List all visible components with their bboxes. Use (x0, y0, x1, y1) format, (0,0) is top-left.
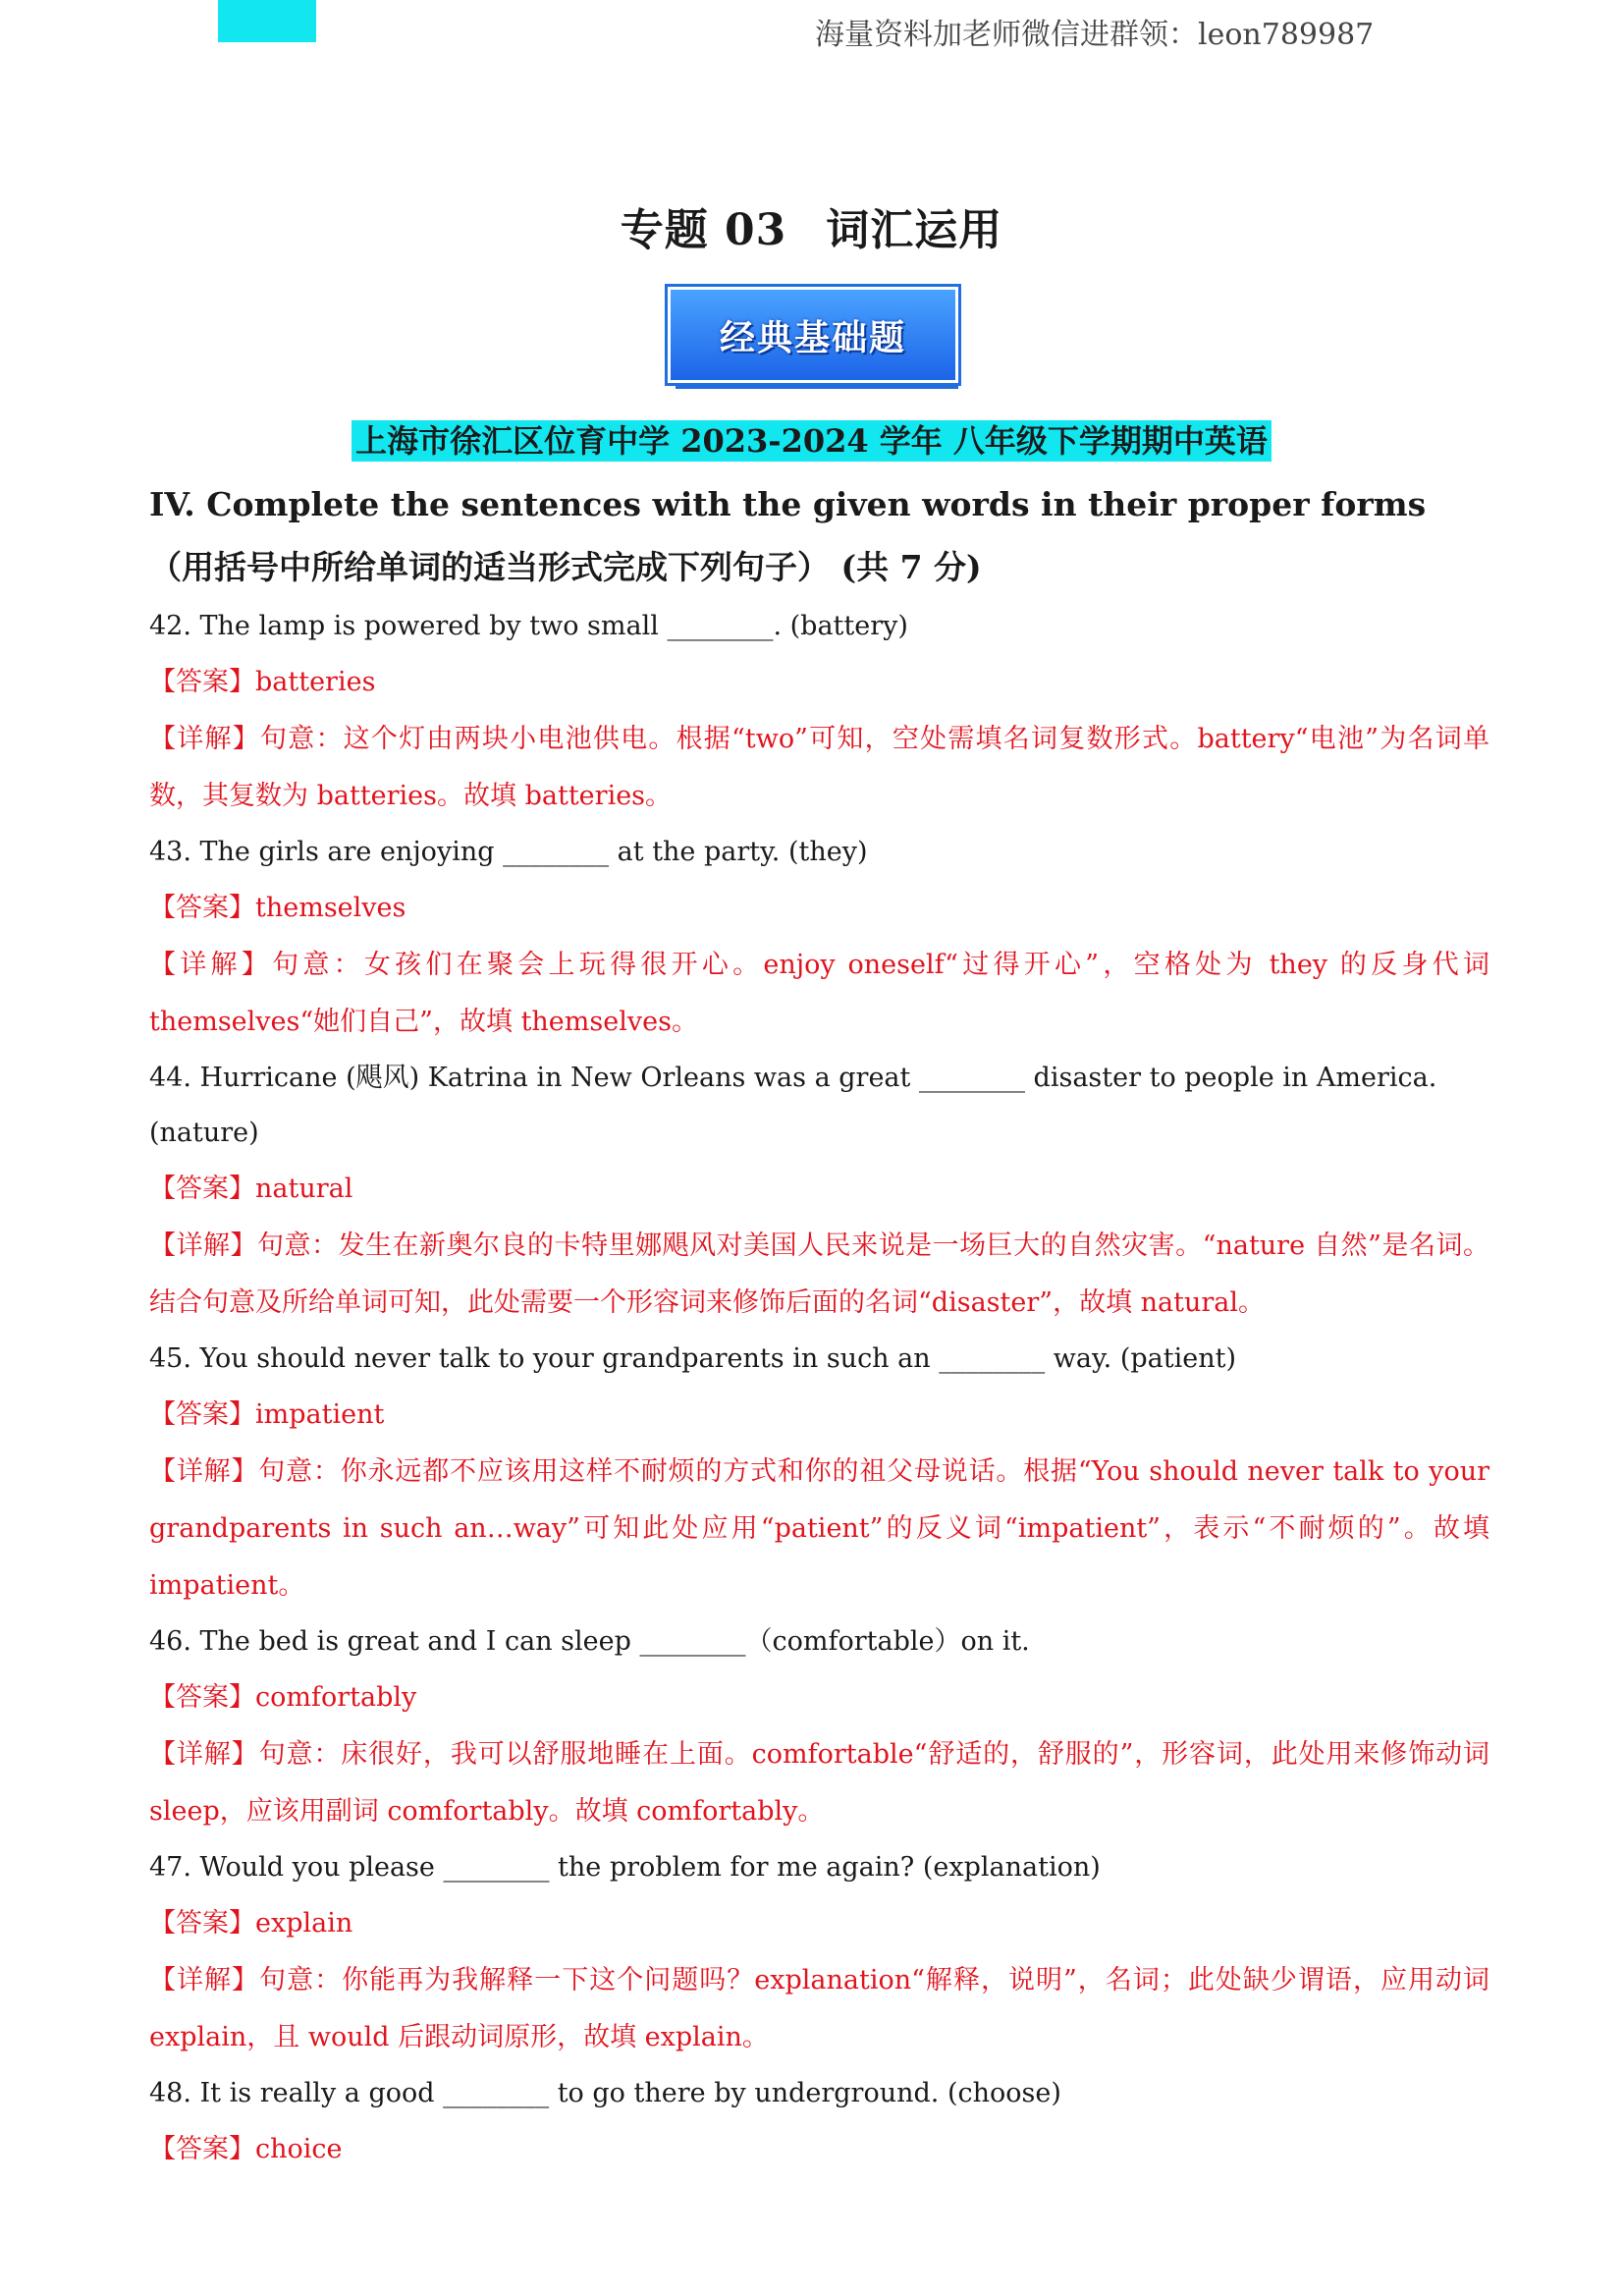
answer-44: 【答案】natural (149, 1174, 353, 1204)
answer-47: 【答案】explain (149, 1908, 353, 1939)
answer-43: 【答案】themselves (149, 893, 406, 923)
explanation-45: 【详解】句意：你永远都不应该用这样不耐烦的方式和你的祖父母说话。根据“You should never talk to your grandparents in such an…way”可知此处应用“patient”的反义词“impatient”，表示“不耐烦的”。故填 impatient。 (149, 1456, 1489, 1601)
explanation-43: 【详解】句意：女孩们在聚会上玩得很开心。enjoy oneself“过得开心”，空格处为 they 的反身代词 themselves“她们自己”，故填 themselves。 (149, 950, 1489, 1037)
corner-color-block (218, 0, 316, 42)
title-topic-name: 词汇运用 (826, 205, 1003, 255)
explanation-46: 【详解】句意：床很好，我可以舒服地睡在上面。comfortable“舒适的，舒服的”，形容词，此处用来修饰动词 sleep，应该用副词 comfortably。故填 comfortably。 (149, 1739, 1489, 1827)
badge-face (668, 287, 958, 383)
question-47: 47. Would you please ________ the problem for me again? (explanation) (149, 1852, 1101, 1883)
answer-45: 【答案】impatient (149, 1399, 385, 1430)
question-42: 42. The lamp is powered by two small ________. (battery) (149, 611, 908, 641)
source-label: 上海市徐汇区位育中学 2023-2024 学年 八年级下学期期中英语 (352, 420, 1271, 462)
explanation-42: 【详解】句意：这个灯由两块小电池供电。根据“two”可知，空处需填名词复数形式。battery“电池”为名词单数，其复数为 batteries。故填 batteries。 (149, 724, 1489, 811)
header-watermark: 海量资料加老师微信进群领：leon789987 (815, 18, 1375, 52)
page-title (0, 194, 1623, 257)
category-badge (668, 287, 962, 393)
answer-42: 【答案】batteries (149, 667, 376, 697)
explanation-47: 【详解】句意：你能再为我解释一下这个问题吗？explanation“解释，说明”，名词；此处缺少谓语，应用动词 explain，且 would 后跟动词原形，故填 explain。 (149, 1965, 1489, 2052)
answer-46: 【答案】comfortably (149, 1682, 417, 1713)
question-43: 43. The girls are enjoying ________ at the party. (they) (149, 837, 868, 867)
question-45: 45. You should never talk to your grandparents in such an ________ way. (patient) (149, 1343, 1236, 1374)
question-44: 44. Hurricane (飓风) Katrina in New Orleans was a great ________ disaster to people in America. (nature) (149, 1063, 1437, 1148)
source-line (0, 416, 1623, 462)
document-body (149, 473, 1489, 2178)
explanation-44: 【详解】句意：发生在新奥尔良的卡特里娜飓风对美国人民来说是一场巨大的自然灾害。“nature 自然”是名词。结合句意及所给单词可知，此处需要一个形容词来修饰后面的名词“disaster”，故填 natural。 (149, 1230, 1489, 1318)
badge-label: 经典基础题 (719, 317, 906, 358)
title-topic-number: 专题 03 (620, 205, 787, 255)
question-46: 46. The bed is great and I can sleep ________（comfortable）on it. (149, 1626, 1030, 1657)
section-heading: IV. Complete the sentences with the given words in their proper forms（用括号中所给单词的适当形式完成下列句子） (共 7 分) (149, 485, 1427, 586)
answer-48: 【答案】choice (149, 2134, 343, 2164)
question-48: 48. It is really a good ________ to go there by underground. (choose) (149, 2078, 1061, 2108)
